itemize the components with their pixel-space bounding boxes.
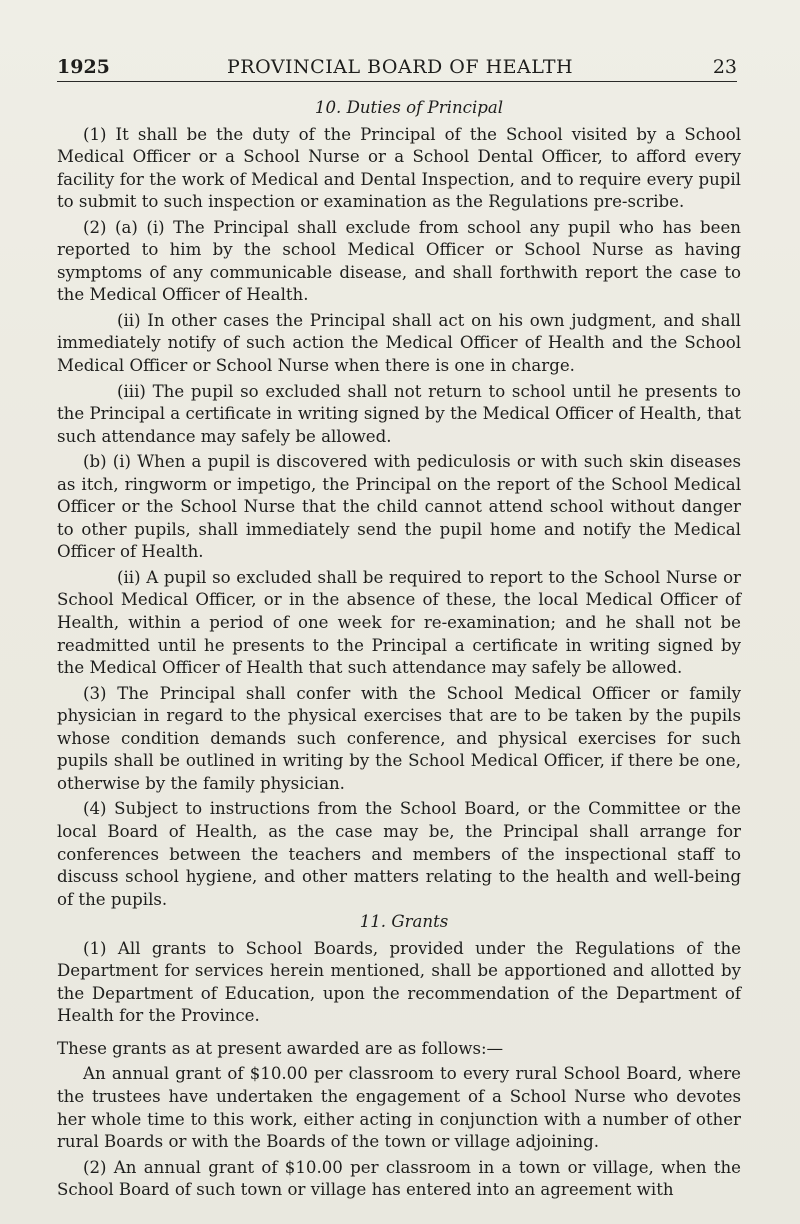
- grants-paragraph-2: (2) An annual grant of $10.00 per classroom in a town or village, when the School Board of such town or village has entered into an agreement with: [57, 1157, 741, 1200]
- duties-paragraph-2a-iii: (iii) The pupil so excluded shall not return to school until he presents to the Principal a certificate in writing signed by the Medical Officer of Health, that such attendance may safely be allowed.: [57, 381, 741, 446]
- page-number: 23: [712, 56, 737, 78]
- section-heading-grants: 11. Grants: [359, 912, 449, 932]
- running-header: [57, 53, 737, 82]
- grants-annual-paragraph: An annual grant of $10.00 per classroom to every rural School Board, where the trustees have undertaken the engagement of a School Nurse who devotes her whole time to this work, either acting in conjunction with a number of other rural Boards or with the Boards of the town or village adjoining.: [57, 1064, 741, 1152]
- document-body: [57, 97, 741, 1202]
- duties-paragraph-3: (3) The Principal shall confer with the School Medical Officer or family physician in regard to the physical exercises that are to be taken by the pupils whose condition demands such conference, and physical exercises for such pupils shall be outlined in writing by the School Medical Officer, if there be one, otherwise by the family physician.: [57, 683, 741, 793]
- duties-paragraph-2a-ii: (ii) In other cases the Principal shall act on his own judgment, and shall immediately notify of such action the Medical Officer of Health and the School Medical Officer or School Nurse when there is one in charge.: [57, 310, 741, 376]
- duties-paragraph-4: (4) Subject to instructions from the School Board, or the Committee or the local Board of Health, as the case may be, the Principal shall arrange for conferences between the teachers and members of the inspectional staff to discuss school hygiene, and other matters relating to the health and well-being of the pupils.: [57, 799, 741, 909]
- grants-intro: These grants as at present awarded are as follows:—: [57, 1038, 504, 1058]
- duties-paragraph-1: (1) It shall be the duty of the Principal of the School visited by a School Medical Officer or a School Nurse or a School Dental Officer, to afford every facility for the work of Medical and Dental Inspection, and to require every pupil to submit to such inspection or examination as the Regulations pre-scribe.: [57, 124, 741, 212]
- grants-paragraph-1: (1) All grants to School Boards, provided under the Regulations of the Department for services herein mentioned, shall be apportioned and allotted by the Department of Education, upon the recommendation of the Department of Health for the Province.: [57, 938, 741, 1026]
- section-heading-duties: 10. Duties of Principal: [314, 98, 504, 117]
- duties-paragraph-2b-i: (b) (i) When a pupil is discovered with pediculosis or with such skin diseases as itch, ringworm or impetigo, the Principal on the report of the School Medical Officer or the School Nurse that the child cannot attend school without danger to other pupils, shall immediately send the pupil home and notify the Medical Officer of Health.: [57, 452, 741, 562]
- header-year: 1925: [57, 56, 110, 78]
- duties-paragraph-2a-i: (2) (a) (i) The Principal shall exclude from school any pupil who has been reported to him by the school Medical Officer or School Nurse as having symptoms of any communicable disease, and shall forthwith report the case to the Medical Officer of Health.: [57, 217, 741, 305]
- header-title: PROVINCIAL BOARD OF HEALTH: [227, 56, 574, 78]
- duties-paragraph-2b-ii: (ii) A pupil so excluded shall be required to report to the School Nurse or School Medical Officer, or in the absence of these, the local Medical Officer of Health, within a period of one week for re-examination; and he shall not be readmitted until he presents to the Principal a certificate in writing signed by the Medical Officer of Health that such attendance may safely be allowed.: [57, 567, 741, 678]
